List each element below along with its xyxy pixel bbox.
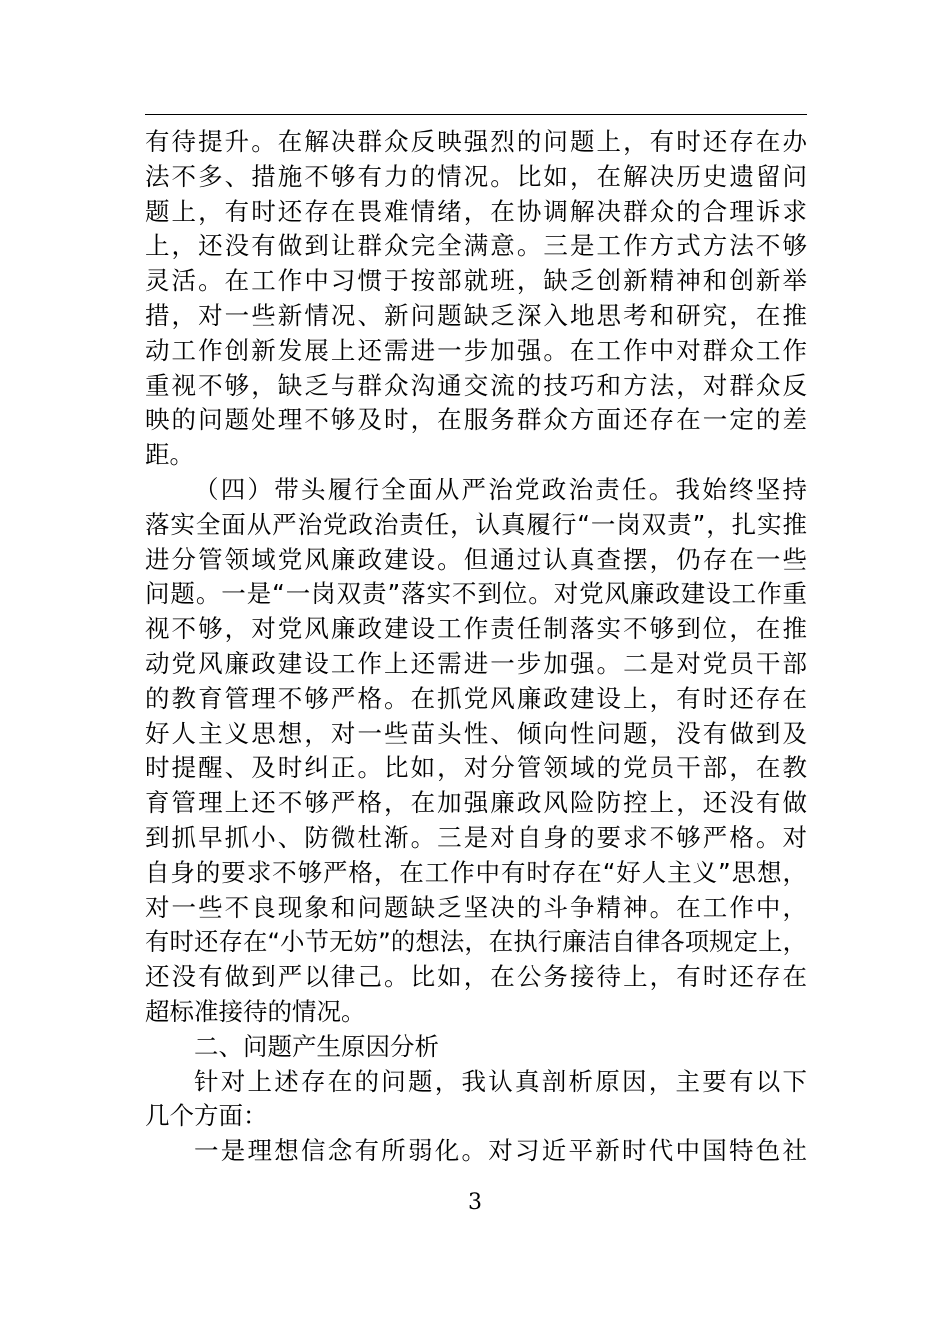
text-line: 到抓早抓小、防微杜渐。三是对自身的要求不够严格。对 — [145, 822, 807, 852]
text-line: 灵活。在工作中习惯于按部就班，缺乏创新精神和创新举 — [145, 266, 807, 296]
text-line: 上，还没有做到让群众完全满意。三是工作方式方法不够 — [145, 231, 807, 261]
text-line: 有时还存在“小节无妨”的想法，在执行廉洁自律各项规定上， — [145, 927, 807, 957]
text-line: 好人主义思想，对一些苗头性、倾向性问题，没有做到及 — [145, 718, 807, 748]
text-line: 视不够，对党风廉政建设工作责任制落实不够到位，在推 — [145, 614, 807, 644]
text-line: 的教育管理不够严格。在抓党风廉政建设上，有时还存在 — [145, 683, 807, 713]
document-body — [145, 125, 807, 1169]
text-line: 重视不够，缺乏与群众沟通交流的技巧和方法，对群众反 — [145, 370, 807, 400]
text-line: 措，对一些新情况、新问题缺乏深入地思考和研究，在推 — [145, 300, 807, 330]
text-line: 几个方面： — [145, 1101, 268, 1131]
header-rule — [145, 114, 807, 115]
text-line: 距。 — [145, 440, 194, 470]
page-number: 3 — [468, 1190, 482, 1215]
text-line: 时提醒、及时纠正。比如，对分管领域的党员干部，在教 — [145, 753, 807, 783]
text-line: 育管理上还不够严格，在加强廉政风险防控上，还没有做 — [145, 788, 807, 818]
text-line: 映的问题处理不够及时，在服务群众方面还存在一定的差 — [145, 405, 807, 435]
text-line: 对一些不良现象和问题缺乏坚决的斗争精神。在工作中， — [145, 892, 807, 922]
text-line: 进分管领域党风廉政建设。但通过认真查摆，仍存在一些 — [145, 544, 807, 574]
text-line: 问题。一是“一岗双责”落实不到位。对党风廉政建设工作重 — [145, 579, 807, 609]
text-line: 二、问题产生原因分析 — [194, 1031, 439, 1061]
text-line: 自身的要求不够严格，在工作中有时存在“好人主义”思想， — [145, 857, 807, 887]
text-line: 动工作创新发展上还需进一步加强。在工作中对群众工作 — [145, 335, 807, 365]
text-line: 一是理想信念有所弱化。对习近平新时代中国特色社 — [194, 1136, 807, 1166]
text-line: 有待提升。在解决群众反映强烈的问题上，有时还存在办 — [145, 127, 807, 156]
text-line: 动党风廉政建设工作上还需进一步加强。二是对党员干部 — [145, 648, 807, 678]
text-line: （四）带头履行全面从严治党政治责任。我始终坚持 — [194, 474, 807, 504]
text-line: 法不多、措施不够有力的情况。比如，在解决历史遗留问 — [145, 161, 807, 191]
text-line: 还没有做到严以律己。比如，在公务接待上，有时还存在 — [145, 962, 807, 992]
text-line: 超标准接待的情况。 — [145, 996, 366, 1026]
text-line: 落实全面从严治党政治责任，认真履行“一岗双责”，扎实推 — [145, 509, 807, 539]
text-line: 题上，有时还存在畏难情绪，在协调解决群众的合理诉求 — [145, 196, 807, 226]
text-line: 针对上述存在的问题，我认真剖析原因，主要有以下 — [194, 1066, 807, 1096]
